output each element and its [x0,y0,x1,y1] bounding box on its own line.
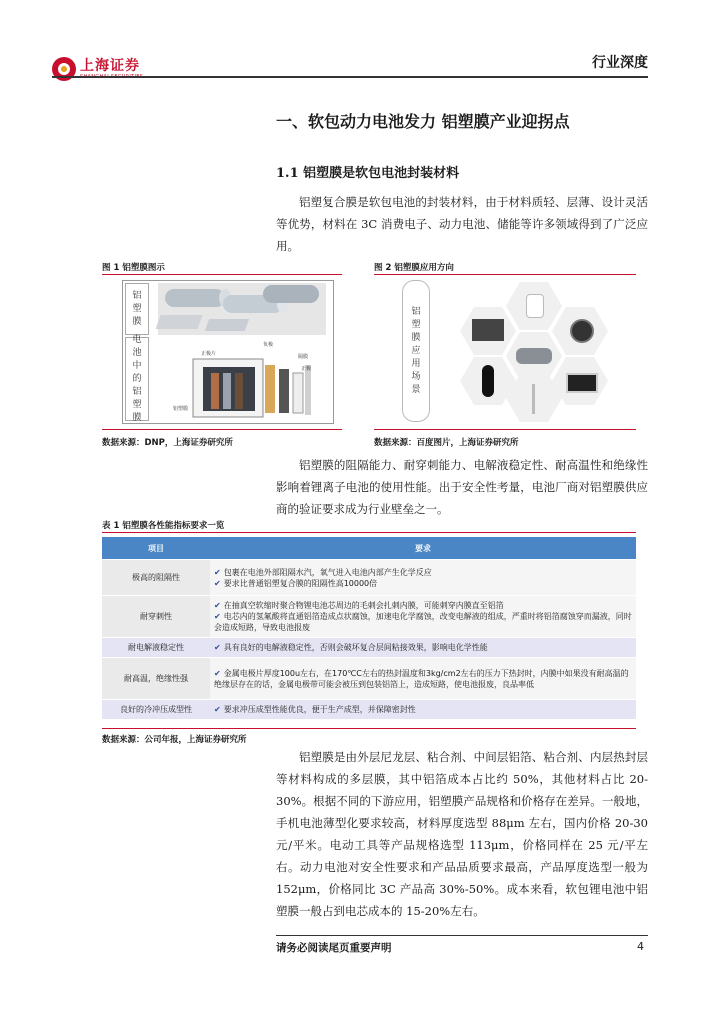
check-icon: ✔ [214,612,221,621]
callout-separator: 隔膜 [298,354,309,360]
logo-name-cn: 上海证券 [80,57,140,74]
table-header-row [102,537,636,560]
table-cell-item: 极高的阻隔性 [102,560,210,596]
check-icon: ✔ [214,578,221,588]
table-header-requirement: 要求 [210,537,636,560]
ev-chassis-image [506,332,562,380]
table-cell-requirement: ✔ 在抽真空软缩时聚合物锂电池芯周边的毛刺会扎刺内膜，可能刺穿内膜直至铝箔 ✔ 电芯内的氢氟酸将直通铝箔造成点状腐蚀，加速电化学腐蚀，改变电解液的组成，严重时将铝箔腐蚀穿而漏液，同时会造成短路，导致电池报废 [210,596,636,638]
table-row [102,700,636,720]
figure-1-drawing [153,281,331,421]
table-cell-requirement: ✔ 具有良好的电解液稳定性，否则会破坏复合层间粘接效果，影响电化学性能 [210,638,636,658]
table-cell-item: 耐穿刺性 [102,596,210,638]
table-1-title: 表 1 铝塑膜各性能指标要求一览 [102,521,225,531]
table-row [102,658,636,700]
smartwatch-image [552,307,608,355]
logo-name-en: SHANGHAI SECURITIES [80,73,144,80]
table-cell-requirement: ✔ 要求冲压成型性能优良，便于生产成型，并保障密封性 [210,700,636,720]
figure-2-label: 铝塑膜应用场景 [411,306,421,395]
figure-2-bottom-rule [374,429,636,430]
figure-2-title: 图 2 铝塑膜应用方向 [374,263,454,273]
check-icon: ✔ [214,567,221,577]
table-1-bottom-rule [102,728,636,729]
check-icon: ✔ [214,643,221,652]
footer-notice: 请务必阅读尾页重要声明 [276,942,392,954]
table-1 [102,537,636,720]
subsection-title: 1.1 铝塑膜是软包电池封装材料 [276,166,460,181]
check-icon: ✔ [214,668,221,678]
figure-1-rule [102,274,342,275]
table-row [102,638,636,658]
figure-2-image [402,280,636,422]
report-type: 行业深度 [592,55,648,71]
table-1-source: 数据来源：公司年报，上海证券研究所 [102,735,247,745]
figure-1-image [122,280,334,424]
table-cell-item: 良好的冷冲压成型性 [102,700,210,720]
table-1-top-rule [102,532,636,533]
check-icon: ✔ [214,705,221,714]
figure-1-bottom-rule [102,429,342,430]
figure-1-title: 图 1 铝塑膜图示 [102,263,165,273]
table-cell-requirement: ✔ 包裹在电池外部阻隔水汽，氧气进入电池内部产生化学反应 ✔ 要求比普通铝塑复合膜的阻隔性高10000倍 [210,560,636,596]
table-row [102,560,636,596]
figure-1-label-bottom: 电池中的铝塑膜 [132,334,142,423]
company-logo [52,54,162,84]
page-number: 4 [637,940,644,953]
paragraph-performance: 铝塑膜的阻隔能力、耐穿刺能力、电解液稳定性、耐高温性和绝缘性影响着锂离子电池的使用性能。出于安全性考量，电池厂商对铝塑膜供应商的验证要求成为行业壁垒之一。 [276,458,648,516]
earbuds-image [506,282,562,330]
table-row [102,596,636,638]
table-cell-item: 耐高温，绝缘性强 [102,658,210,700]
check-icon: ✔ [214,601,221,610]
paragraph-intro: 铝塑复合膜是软包电池的封装材料，由于材料质轻、层薄、设计灵活等优势，材料在 3C 消费电子、动力电池、储能等许多领域得到了广泛应用。 [276,195,648,253]
figure-1-label-top: 铝塑膜 [132,290,142,327]
battery-pack-image [460,307,516,355]
figure-1-source: 数据来源：DNP，上海证券研究所 [102,438,233,448]
figure-2-rule [374,274,636,275]
callout-negative: 负极 [263,342,274,348]
table-cell-requirement: ✔ 金属电极片厚度100u左右，在170℃C左右的热封温度和3kg/cm2左右的压力下热封时，内膜中如果没有耐高温的绝缘层存在的话，金属电极带可能会被压到包装铝箔上，造成短路，使电池报废，良品率低 [210,658,636,700]
section-title: 一、软包动力电池发力 铝塑膜产业迎拐点 [276,112,570,131]
callout-positive: 正极 [301,366,312,372]
callout-positive-tab: 正极片 [201,351,217,357]
paragraph-structure: 铝塑膜是由外层尼龙层、粘合剂、中间层铝箔、粘合剂、内层热封层等材料构成的多层膜，其中铝箔成本占比约 50%，其他材料占比 20-30%。根据不同的下游应用，铝塑膜产品规格和价格存在差异。一般地，手机电池薄型化要求较高，材料厚度选型 88μm 左右，国内价格 20-30 元/平米。电动工具等产品规格选型 113μm，价格同样在 25 元/平左右。动力电池对安全性要求和产品品质要求最高，产品厚度选型一般为 152μm，价格同比 3C 产品高 30%-50%。成本来看，软包锂电池中铝塑膜一般占到电芯成本的 15-20%左右。 [276,750,648,918]
table-cell-item: 耐电解液稳定性 [102,638,210,658]
figure-2-source: 数据来源：百度图片，上海证券研究所 [374,438,519,448]
callout-film: 铝塑膜 [173,406,189,412]
table-header-item: 项目 [102,537,210,560]
footer-divider [276,935,648,936]
